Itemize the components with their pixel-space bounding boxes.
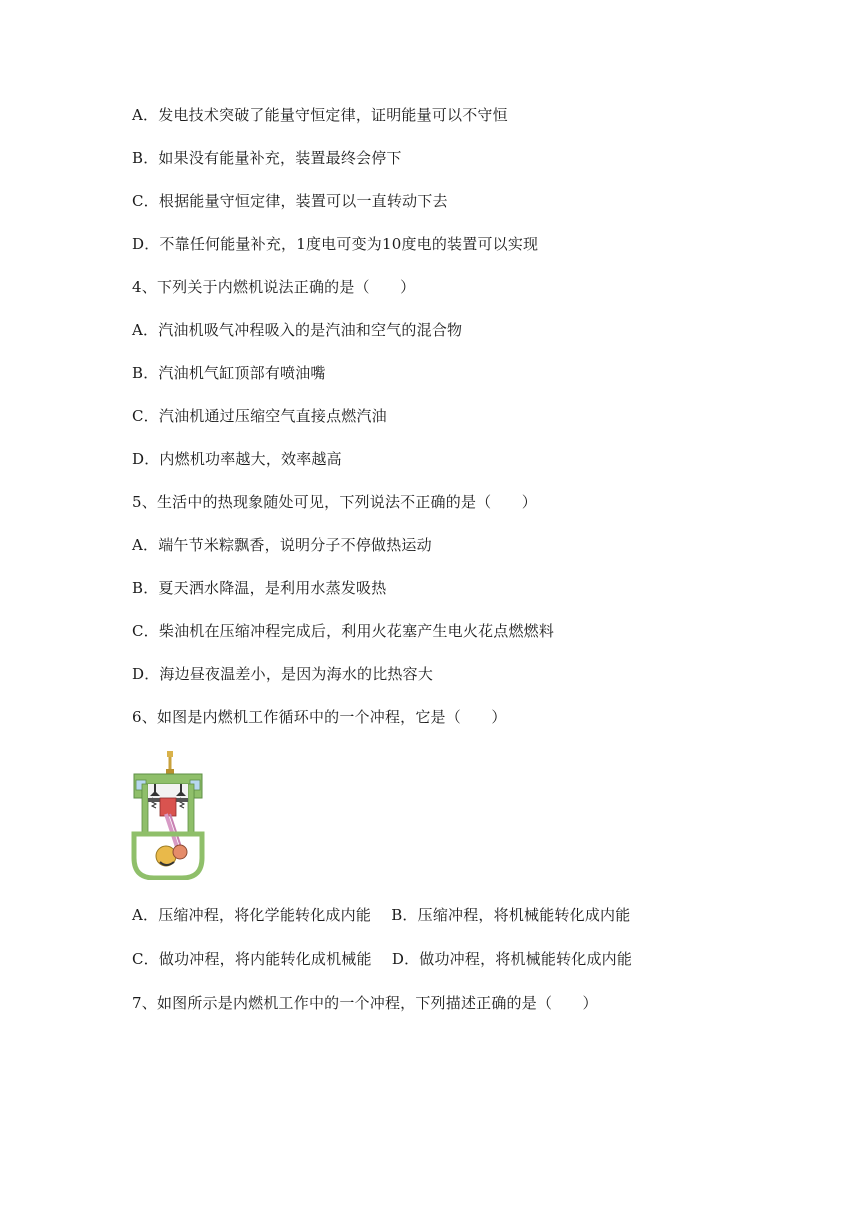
q7-stem: 7、如图所示是内燃机工作中的一个冲程，下列描述正确的是（ ） — [132, 994, 598, 1012]
q4-option-d: D．内燃机功率越大，效率越高 — [132, 450, 342, 468]
q6-stem: 6、如图是内燃机工作循环中的一个冲程，它是（ ） — [132, 708, 507, 726]
q5-option-a: A．端午节米粽飘香，说明分子不停做热运动 — [132, 536, 432, 554]
q5-option-c: C．柴油机在压缩冲程完成后，利用火花塞产生电火花点燃燃料 — [132, 622, 555, 640]
engine-cylinder-diagram-icon — [130, 750, 206, 880]
q4-stem: 4、下列关于内燃机说法正确的是（ ） — [132, 278, 416, 296]
q4-option-a: A．汽油机吸气冲程吸入的是汽油和空气的混合物 — [132, 321, 463, 339]
q5-option-d: D．海边昼夜温差小，是因为海水的比热容大 — [132, 665, 434, 683]
q5-option-b: B．夏天洒水降温，是利用水蒸发吸热 — [132, 579, 387, 597]
q6-options-row-2: C．做功冲程，将内能转化成机械能 D．做功冲程，将机械能转化成内能 — [132, 950, 633, 968]
q3-option-d: D．不靠任何能量补充，1度电可变为10度电的装置可以实现 — [132, 235, 539, 253]
q5-stem: 5、生活中的热现象随处可见，下列说法不正确的是（ ） — [132, 493, 537, 511]
q4-option-b: B．汽油机气缸顶部有喷油嘴 — [132, 364, 326, 382]
q3-option-b: B．如果没有能量补充，装置最终会停下 — [132, 149, 402, 167]
q3-option-a: A．发电技术突破了能量守恒定律，证明能量可以不守恒 — [132, 106, 508, 124]
q6-options-row-1: A．压缩冲程，将化学能转化成内能 B．压缩冲程，将机械能转化成内能 — [132, 906, 631, 924]
q4-option-c: C．汽油机通过压缩空气直接点燃汽油 — [132, 407, 387, 425]
q3-option-c: C．根据能量守恒定律，装置可以一直转动下去 — [132, 192, 448, 210]
